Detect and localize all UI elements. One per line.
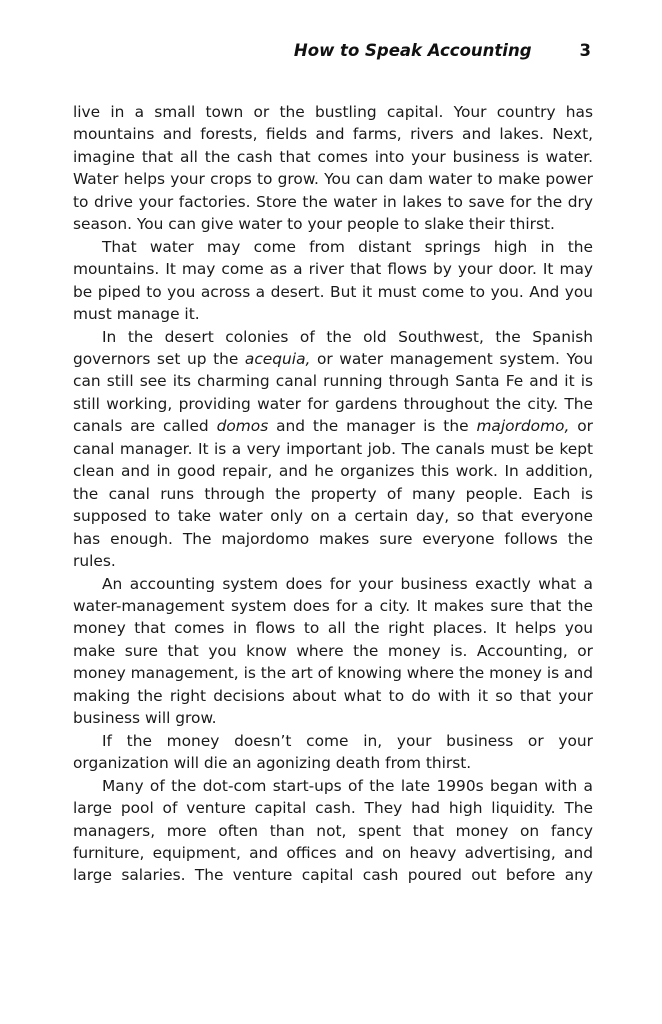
paragraph-3-text-2: or water management system. You can still see its charming canal running through Santa Fe and it is still working, providing water for gardens throughout the city. The canals are called — [73, 349, 593, 436]
paragraph-3 — [73, 326, 593, 573]
paragraph-5: If the money doesn’t come in, your business or your organization will die an agonizing death from thirst. — [73, 731, 593, 773]
paragraph-2: That water may come from distant springs high in the mountains. It may come as a river that flows by your door. It may be piped to you across a desert. But it must come to you. And you must manage it. — [73, 237, 593, 324]
term-majordomo: majordomo, — [476, 417, 570, 436]
running-head — [294, 41, 591, 65]
paragraph-1: live in a small town or the bustling capital. Your country has mountains and forests, fields and farms, rivers and lakes. Next, imagine that all the cash that comes into your business is water. Water helps your crops to grow. You can dam water to make power to drive your factories. Store the water in lakes to save for the dry season. You can give water to your people to slake their thirst. — [73, 103, 593, 234]
page-number: 3 — [579, 41, 591, 60]
body-text — [73, 101, 593, 887]
term-acequia: acequia, — [244, 349, 311, 368]
paragraph-6: Many of the dot-com start-ups of the late 1990s began with a large pool of venture capital cash. They had high liquidity. The managers, more often than not, spent that money on fancy furniture, equipment, and offices and on heavy advertising, and large salaries. The venture capital cash poured out before any — [73, 776, 593, 885]
running-head-title: How to Speak Accounting — [293, 41, 532, 60]
term-domos: domos — [216, 417, 269, 436]
paragraph-3-text-3: and the manager is the — [268, 417, 477, 436]
paragraph-4: An accounting system does for your business exactly what a water-management system does for a city. It makes sure that the money that comes in flows to all the right places. It helps you make sure that you know where the money is. Accounting, or money management, is the art of knowing where the money is and making the right decisions about what to do with it so that your business will grow. — [73, 574, 593, 728]
paragraph-3-text-1: In the desert colonies of the old Southwest, the Spanish governors set up the — [73, 327, 593, 368]
paragraph-3-text-4: or canal manager. It is a very important job. The canals must be kept clean and in good repair, and he organizes this work. In addition, the canal runs through the property of many people. Each is supposed to take water only on a certain day, so that everyone has enough. The majordomo makes sure everyone follows the rules. — [73, 417, 593, 571]
